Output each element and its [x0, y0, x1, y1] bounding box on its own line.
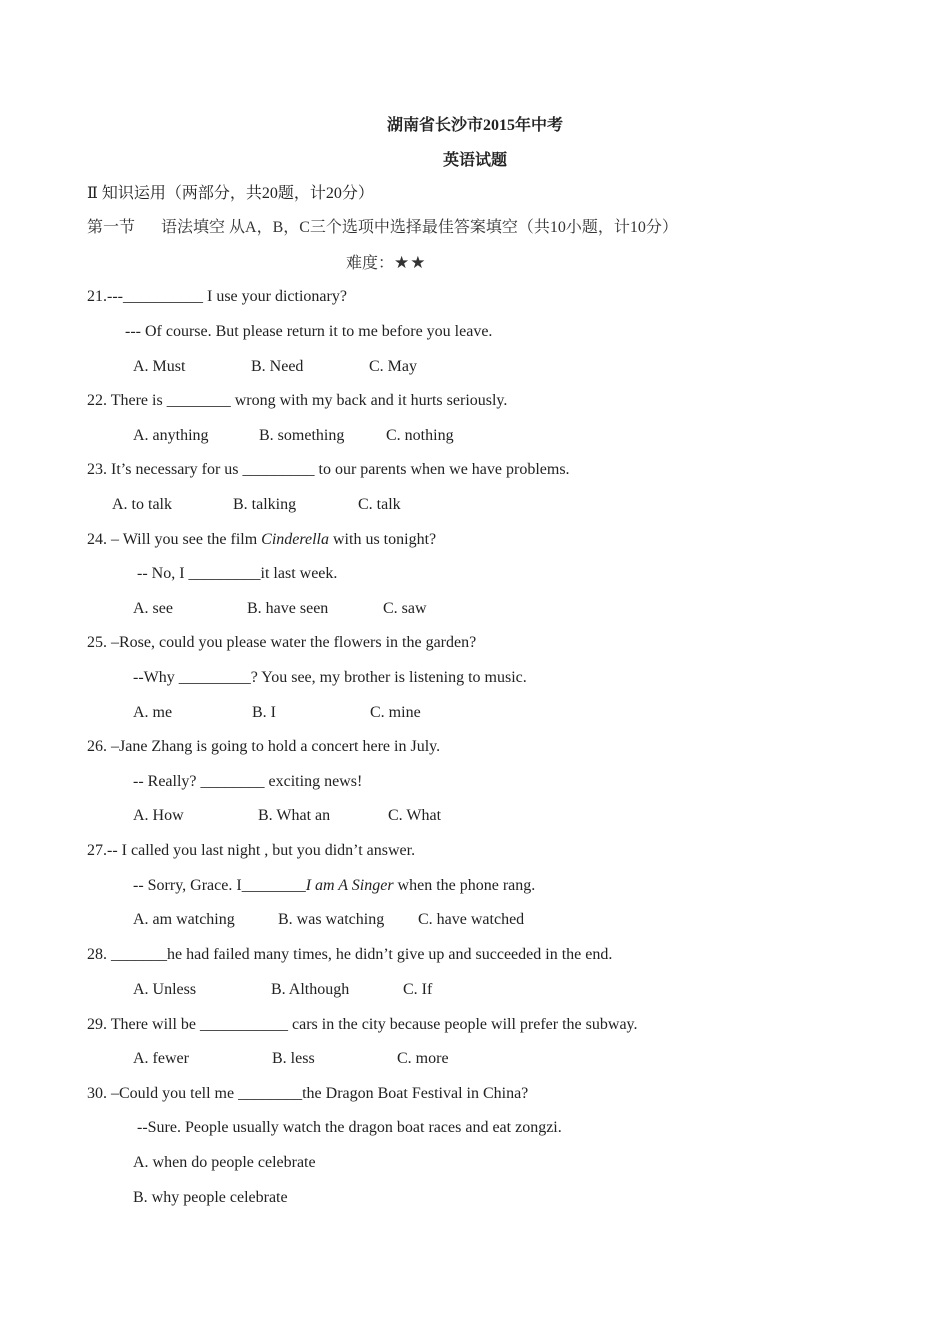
- part-label: 第一节: [87, 219, 136, 236]
- option-c: C. saw: [383, 600, 427, 617]
- option-a: A. when do people celebrate: [133, 1154, 316, 1171]
- exam-title: 湖南省长沙市2015年中考: [386, 117, 563, 134]
- option-c: C. May: [369, 358, 417, 375]
- question-27-reply-end: when the phone rang.: [393, 877, 536, 894]
- question-21: 21.---__________ I use your dictionary?: [87, 288, 347, 305]
- question-26-reply: -- Really? ________ exciting news!: [133, 773, 363, 790]
- option-b: B. talking: [233, 496, 297, 513]
- question-23: 23. It’s necessary for us _________ to our parents when we have problems.: [87, 461, 570, 478]
- option-a: A. How: [133, 807, 184, 824]
- star-icon: ★★: [394, 253, 427, 273]
- option-c: C. If: [403, 981, 433, 998]
- question-25-reply: --Why _________? You see, my brother is listening to music.: [133, 669, 527, 686]
- question-22: 22. There is ________ wrong with my back and it hurts seriously.: [87, 392, 508, 409]
- option-a: A. anything: [133, 427, 209, 444]
- question-26: 26. –Jane Zhang is going to hold a concert here in July.: [87, 738, 441, 755]
- section-heading: Ⅱ 知识运用（两部分，共20题，计20分）: [87, 185, 374, 202]
- question-30: 30. –Could you tell me ________the Dragon Boat Festival in China?: [87, 1085, 529, 1102]
- question-24-text-end: with us tonight?: [329, 531, 437, 548]
- option-a: A. see: [133, 600, 173, 617]
- option-c: C. more: [397, 1050, 449, 1067]
- option-c: C. nothing: [386, 427, 454, 444]
- question-27-reply-start: -- Sorry, Grace. I________: [133, 877, 306, 894]
- film-title: Cinderella: [261, 531, 329, 548]
- question-21-reply: --- Of course. But please return it to me before you leave.: [125, 323, 493, 340]
- option-a: A. am watching: [133, 911, 235, 928]
- option-c: C. What: [388, 807, 442, 824]
- part-heading: [87, 218, 678, 238]
- option-a: A. me: [133, 704, 173, 721]
- option-b: B. why people celebrate: [133, 1189, 288, 1206]
- option-a: A. Unless: [133, 981, 197, 998]
- option-a: A. Must: [133, 358, 186, 375]
- question-29: 29. There will be ___________ cars in the city because people will prefer the subway.: [87, 1016, 638, 1033]
- option-b: B. something: [259, 427, 345, 444]
- question-28: 28. _______he had failed many times, he didn’t give up and succeeded in the end.: [87, 946, 613, 963]
- option-b: B. have seen: [247, 600, 329, 617]
- option-a: A. to talk: [112, 496, 172, 513]
- exam-subtitle: 英语试题: [442, 152, 507, 169]
- option-b: B. less: [272, 1050, 315, 1067]
- option-b: B. was watching: [278, 911, 385, 928]
- question-24: [87, 530, 436, 550]
- question-27: 27.-- I called you last night , but you didn’t answer.: [87, 842, 416, 859]
- part-description: 语法填空 从A，B，C三个选项中选择最佳答案填空（共10小题，计10分）: [161, 219, 678, 236]
- show-title: I am A Singer: [305, 877, 394, 894]
- question-24-reply: -- No, I _________it last week.: [137, 565, 338, 582]
- question-27-reply: [133, 876, 535, 896]
- option-c: C. talk: [358, 496, 401, 513]
- question-30-reply: --Sure. People usually watch the dragon boat races and eat zongzi.: [137, 1119, 562, 1136]
- option-b: B. Need: [251, 358, 304, 375]
- option-b: B. Although: [271, 981, 350, 998]
- option-b: B. I: [252, 704, 276, 721]
- difficulty-label: 难度：: [346, 255, 395, 272]
- option-b: B. What an: [258, 807, 331, 824]
- option-a: A. fewer: [133, 1050, 189, 1067]
- option-c: C. mine: [370, 704, 421, 721]
- question-24-text-start: 24. – Will you see the film: [87, 531, 262, 548]
- option-c: C. have watched: [418, 911, 525, 928]
- question-25: 25. –Rose, could you please water the flowers in the garden?: [87, 634, 477, 651]
- difficulty-rating: [346, 253, 427, 274]
